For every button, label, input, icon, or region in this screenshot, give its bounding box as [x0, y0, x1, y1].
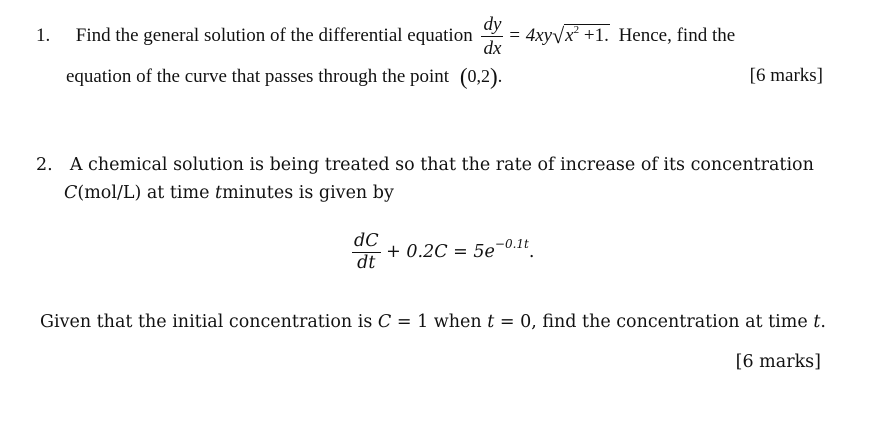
q2-line2: [64, 180, 394, 206]
q1-equation-part: = 4xy: [508, 25, 553, 46]
q2-given-end: .: [820, 312, 826, 332]
q1-sqrt: $√x^2 +1$.: [552, 23, 609, 48]
q2-line1: [36, 152, 814, 178]
q1-marks: [6 marks]: [749, 65, 823, 86]
q2-given-eq2: = 0, find the concentration at time: [494, 312, 814, 332]
q2-frac-denominator: dt: [352, 252, 381, 273]
q1-point: 0,2: [467, 66, 490, 86]
q2-given-eq1: = 1 when: [391, 312, 488, 332]
q2-equation-end: .: [528, 242, 535, 262]
q1-number: 1.: [36, 25, 51, 46]
q2-exponent: −0.1t: [494, 237, 529, 251]
q1-radicand-exponent: 2: [573, 24, 580, 36]
q2-given-text: Given that the initial concentration is: [40, 312, 378, 332]
q2-frac-numerator: dC: [354, 230, 379, 251]
q1-tail-text: Hence, find the: [618, 25, 736, 46]
q2-given-t: t: [487, 312, 495, 332]
q1-line1: [36, 12, 736, 60]
q2-given-c: C: [377, 312, 392, 332]
q1-line2-end: .: [497, 66, 503, 87]
q1-lead-text: Find the general solution of the differential equation: [75, 25, 473, 46]
q2-number: 2.: [36, 155, 53, 175]
q1-frac-numerator: dy: [483, 14, 502, 36]
q2-given-line: [40, 308, 826, 336]
q1-radicand-tail: +1.: [579, 25, 609, 46]
q2-given-t2: t: [813, 312, 821, 332]
q2-line1-text: A chemical solution is being treated so that the rate of increase of its concentration: [69, 155, 814, 175]
q2-equation-middle: + 0.2C = 5e: [386, 242, 495, 262]
q1-line2: equation of the curve that passes through the point (0,2).: [66, 64, 503, 89]
q1-radicand: x: [565, 25, 574, 46]
q2-equation: [352, 218, 535, 273]
q2-unit-text: (mol/L) at time: [77, 183, 216, 203]
q2-line2-end: minutes is given by: [222, 183, 394, 203]
q1-frac-denominator: dx: [483, 38, 502, 60]
q2-marks: [6 marks]: [735, 352, 821, 372]
q2-variable-t: t: [215, 183, 223, 203]
q2-variable-c: C: [64, 183, 78, 203]
q1-derivative-fraction: [481, 15, 503, 58]
q1-line2-text: equation of the curve that passes through the point: [66, 66, 450, 87]
q2-derivative-fraction: [352, 230, 381, 273]
